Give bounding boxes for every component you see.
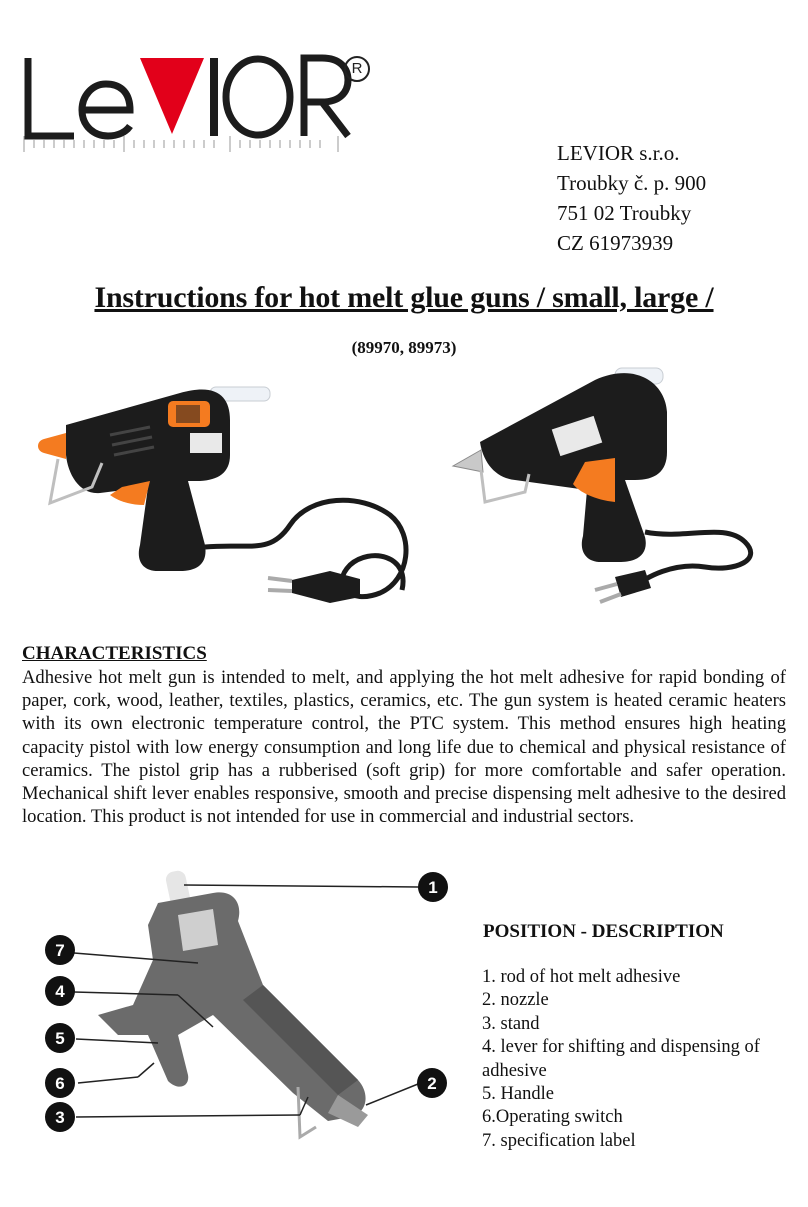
large-glue-gun-photo — [445, 362, 775, 617]
characteristics-text: Adhesive hot melt gun is intended to melt, and applying the hot melt adhesive for rapid bonding of paper, cork, wood, leather, textiles, plastics, ceramics, etc. The gun system is heated ceramic heaters with its own electronic temperature control, the PTC system. This method ensures high heating capacity pistol with low energy consumption and long life due to chemical and physical resistance of ceramics. The pistol grip has a rubberised (soft grip) for more comfortable and safer operation. Mechanical shift lever enables responsive, smooth and precise dispensing melt adhesive to the desired location. This product is not intended for use in commercial and industrial sectors. — [22, 667, 786, 828]
address-line: LEVIOR s.r.o. — [557, 141, 680, 165]
list-item: 4. lever for shifting and dispensing of adhesive — [482, 1037, 760, 1081]
address-line: 751 02 Troubky — [557, 201, 692, 225]
marker-label: 3 — [55, 1108, 65, 1127]
marker-label: 1 — [428, 878, 438, 897]
logo-wordmark — [22, 50, 352, 146]
list-item: 5. Handle — [482, 1084, 554, 1105]
characteristics-heading: CHARACTERISTICS — [22, 643, 207, 664]
company-address — [557, 138, 706, 258]
marker-label: 6 — [55, 1074, 65, 1093]
marker-2 — [417, 1068, 447, 1098]
list-item: 2. nozzle — [482, 990, 549, 1011]
small-glue-gun-photo — [30, 375, 450, 620]
page-title: Instructions for hot melt glue guns / small, large / — [94, 281, 714, 314]
address-line: Troubky č. p. 900 — [557, 171, 707, 195]
list-item: 3. stand — [482, 1013, 540, 1034]
marker-4 — [45, 976, 75, 1006]
list-item: 7. specification label — [482, 1130, 636, 1151]
marker-3 — [45, 1102, 75, 1132]
marker-label: 2 — [427, 1074, 437, 1093]
model-numbers: (89970, 89973) — [351, 338, 457, 357]
list-item: 1. rod of hot melt adhesive — [482, 967, 681, 987]
marker-6 — [45, 1068, 75, 1098]
levior-logo — [22, 50, 382, 160]
marker-label: 4 — [55, 982, 65, 1001]
logo-ruler — [22, 136, 342, 154]
marker-1 — [418, 872, 448, 902]
marker-label: 7 — [55, 941, 65, 960]
marker-5 — [45, 1023, 75, 1053]
logo-v-triangle — [140, 58, 204, 134]
address-line: CZ 61973939 — [557, 231, 674, 255]
marker-label: 5 — [55, 1029, 65, 1048]
position-heading: POSITION - DESCRIPTION — [483, 921, 724, 942]
list-item: 6.Operating switch — [482, 1107, 623, 1128]
position-list — [482, 966, 792, 1153]
registered-mark: R — [344, 56, 370, 82]
marker-7 — [45, 935, 75, 965]
parts-diagram — [38, 865, 458, 1150]
